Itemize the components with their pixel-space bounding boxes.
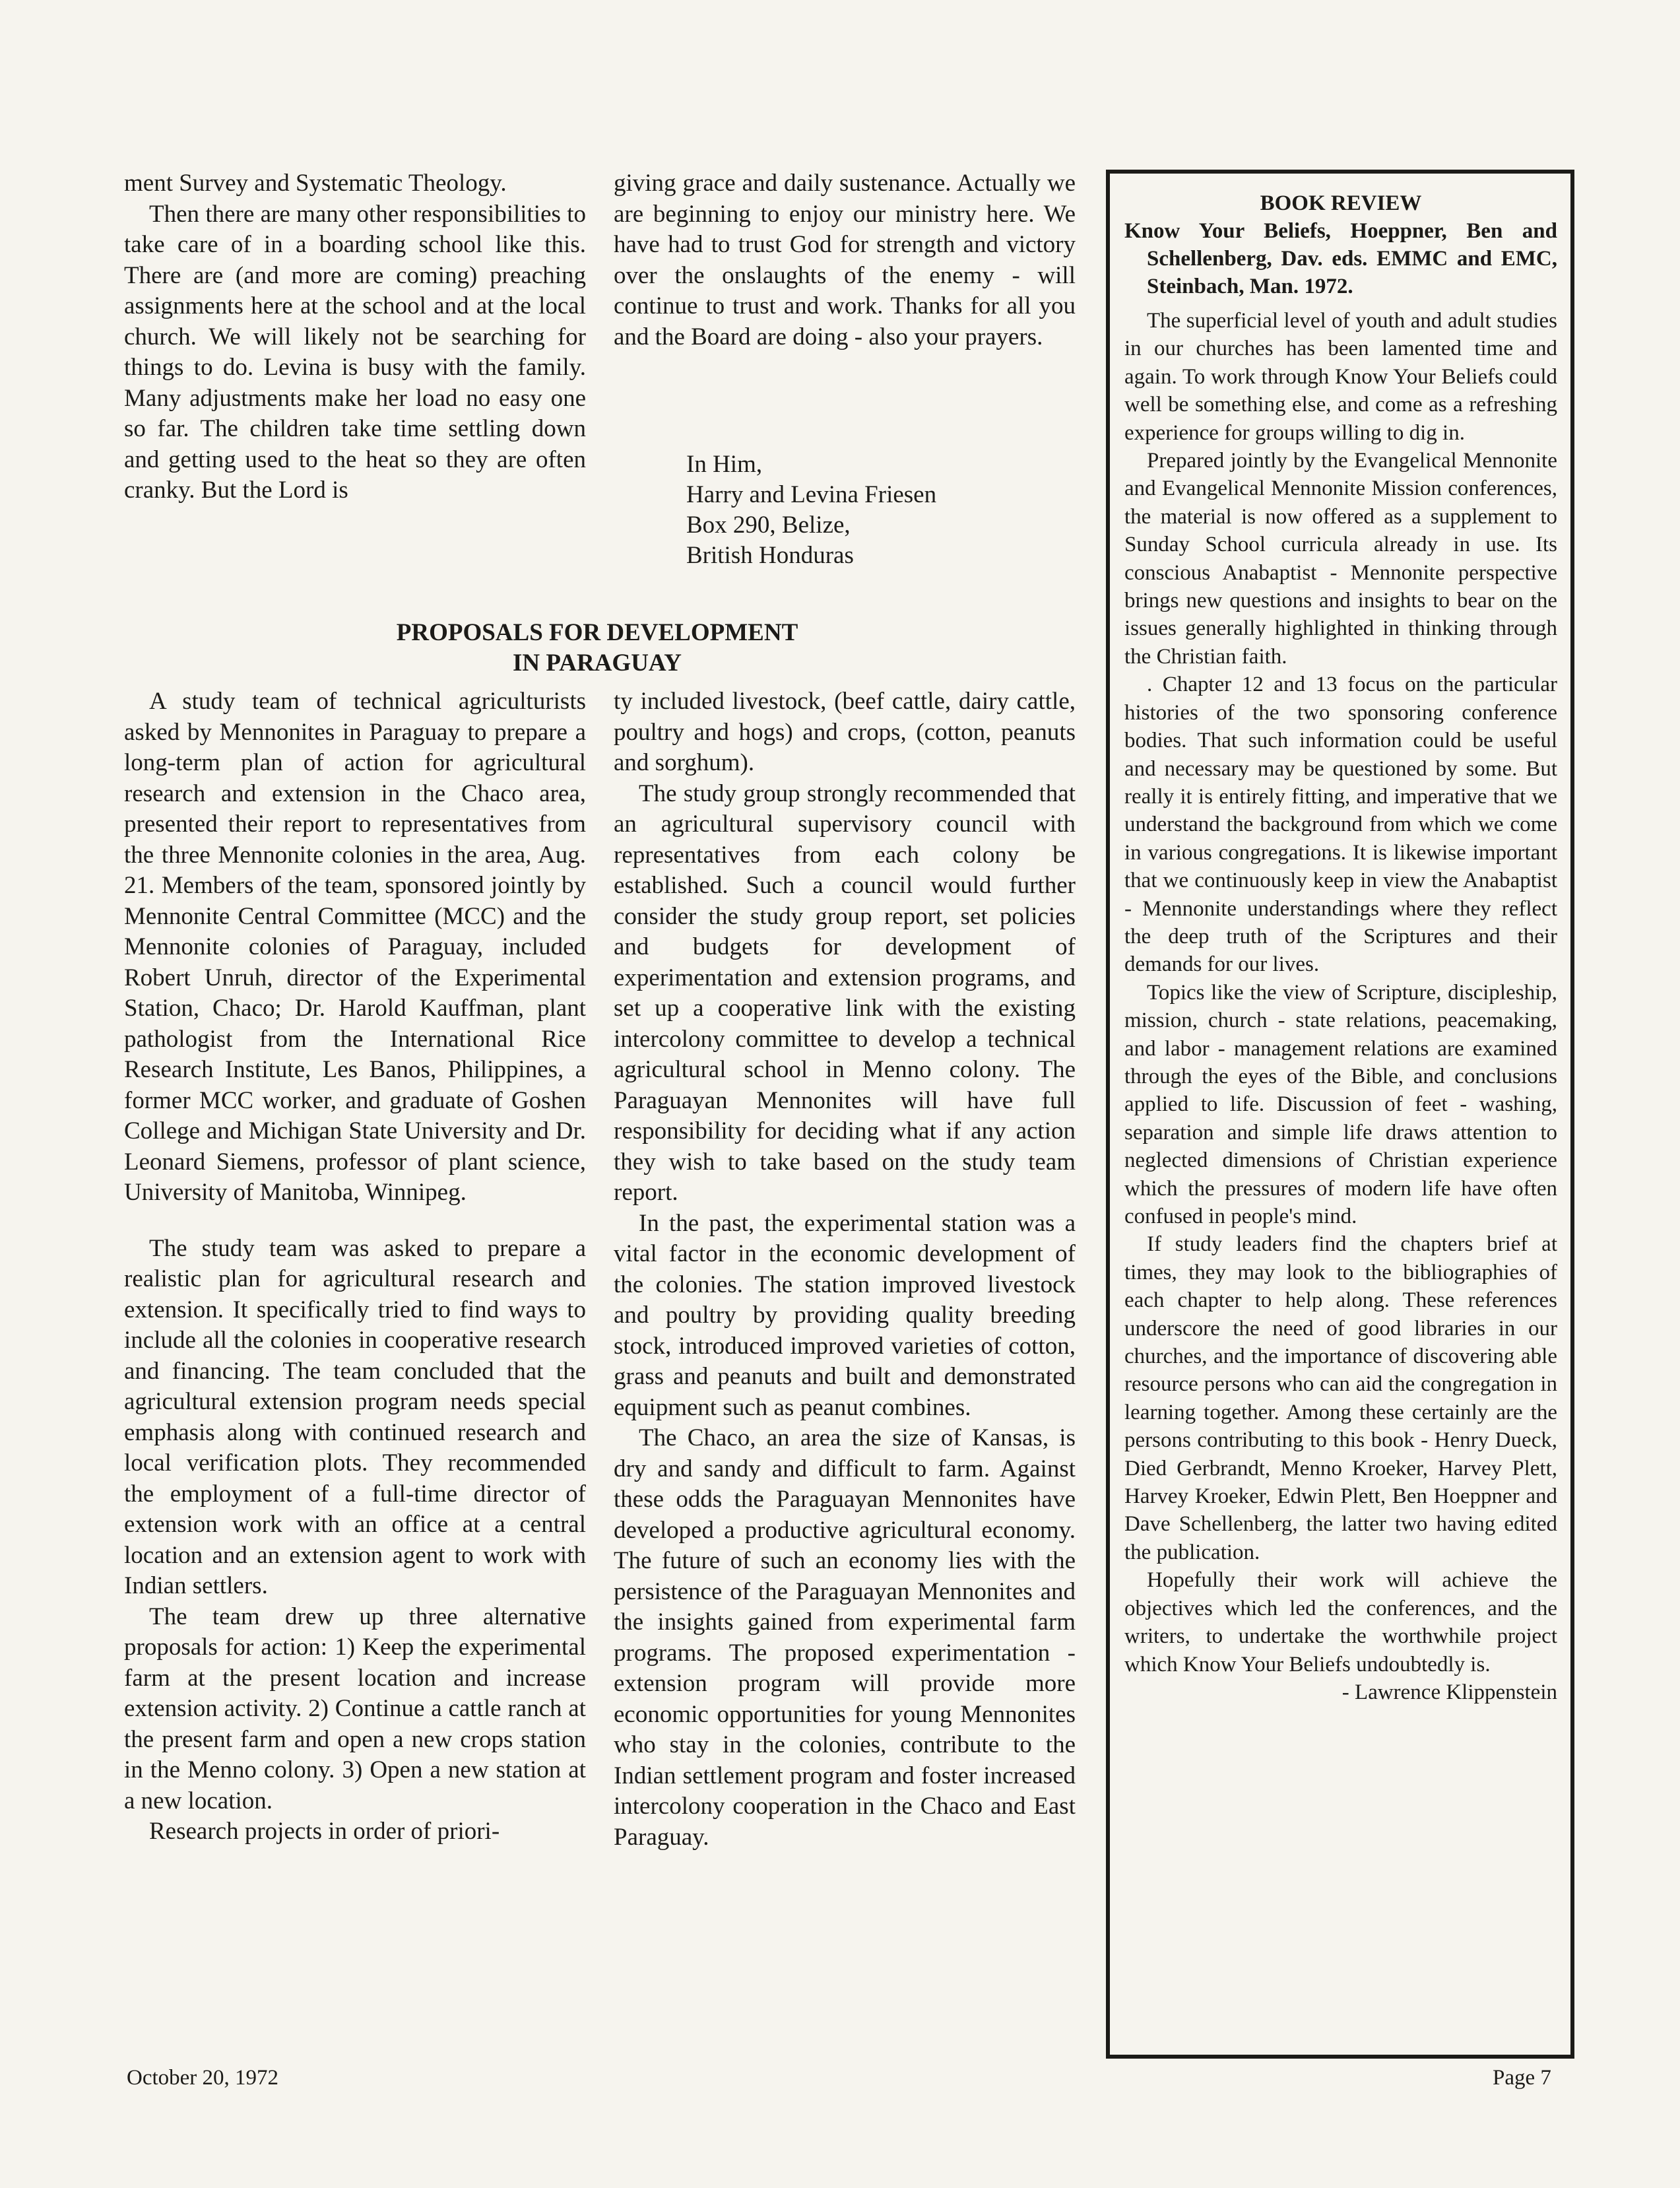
book-review-paragraph: . Chapter 12 and 13 focus on the particular histories of the two sponsoring conference bodies. That such information could be useful and necessary may be questioned by some. But really it is entirely fitting, and imperative that we understand the background from which we come in various congregations. It is likewise important that we continuously keep in view the Anabaptist - Mennonite understandings where they reflect the deep truth of the Scriptures and their demands for our lives. — [1124, 673, 1557, 977]
footer-page-number: Page 7 — [1493, 2066, 1551, 2090]
signature-address: Box 290, Belize, — [686, 512, 851, 539]
headline-line: IN PARAGUAY — [513, 649, 682, 677]
book-review-paragraph: The superficial level of youth and adult studies in our churches has been lamented time and again. To work through Know Your Beliefs could well be something else, and come as a refreshing experience for groups willing to dig in. — [1124, 309, 1557, 445]
article-paragraph: The team drew up three alternative proposals for action: 1) Keep the experimental farm at the present location and increase extension activity. 2) Continue a cattle ranch at the present farm and open a new crops station in the Menno colony. 3) Open a new station at a new location. — [124, 1603, 586, 1814]
signature-address: British Honduras — [686, 542, 854, 569]
signature-names: Harry and Levina Friesen — [686, 481, 937, 508]
letter-paragraph: giving grace and daily sustenance. Actually we are beginning to enjoy our ministry here. We have had to trust God for strength and victory over the onslaughts of the enemy - will continue to trust and work. Thanks for all you and the Board are doing - also your prayers. — [614, 170, 1076, 350]
book-review-author: - Lawrence Klippenstein — [1341, 1680, 1557, 1704]
article-left-column — [124, 686, 586, 1847]
book-review-citation: Know Your Beliefs, Hoeppner, Ben and Schellenberg, Dav. eds. EMMC and EMC, Steinbach, Man. 1972. — [1124, 219, 1557, 298]
signature-closing: In Him, — [686, 451, 763, 478]
article-paragraph: Research projects in order of priori- — [149, 1818, 500, 1845]
article-paragraph: The study group strongly recommended that an agricultural supervisory council with representatives from each colony be established. Such a council would further consider the study group report, set policies and budgets for development of experimentation and extension programs, and set up a cooperative link with the existing intercolony committee to develop a technical agricultural school in Menno colony. The Paraguayan Mennonites will have full responsibility for deciding what if any action they wish to take based on the study team report. — [614, 779, 1076, 1206]
letter-left-column — [124, 168, 586, 506]
headline-line: PROPOSALS FOR DEVELOPMENT — [396, 619, 798, 646]
article-middle-column — [614, 686, 1076, 1853]
article-paragraph: The Chaco, an area the size of Kansas, is dry and sandy and difficult to farm. Against these odds the Paraguayan Mennonites have developed a productive agricultural economy. The future of such an economy lies with the persistence of the Paraguayan Mennonites and the insights gained from experimental farm programs. The proposed experimentation - extension program will provide more economic opportunities for young Mennonites who stay in the colonies, contribute to the Indian settlement program and foster increased intercolony cooperation in the Chaco and East Paraguay. — [614, 1424, 1076, 1851]
book-review-content — [1124, 189, 1557, 1706]
book-review-paragraph: Prepared jointly by the Evangelical Mennonite and Evangelical Mennonite Mission conferences, the material is now offered as a supplement to Sunday School curricula already in use. Its conscious Anabaptist - Mennonite perspective brings new questions and insights to bear on the issues generally highlighted in thinking through the Christian faith. — [1124, 449, 1557, 669]
book-review-paragraph: Hopefully their work will achieve the objectives which led the conferences, and the writers, to undertake the worthwhile project which Know Your Beliefs undoubtedly is. — [1124, 1568, 1557, 1676]
article-paragraph: In the past, the experimental station was a vital factor in the economic development of the colonies. The station improved livestock and poultry by providing quality breeding stock, introduced improved varieties of cotton, grass and peanuts and built and demonstrated equipment such as peanut combines. — [614, 1209, 1076, 1421]
book-review-title: BOOK REVIEW — [1260, 191, 1422, 215]
book-review-box — [1106, 170, 1574, 2059]
article-headline — [290, 618, 904, 679]
letter-paragraph: ment Survey and Systematic Theology. — [124, 170, 507, 197]
letter-paragraph: Then there are many other responsibilities to take care of in a boarding school like this. There are (and more are coming) preaching assignments here at the school and at the local church. We will likely not be searching for things to do. Levina is busy with the family. Many adjustments make her load no easy one so far. The children take time settling down and getting used to the heat so they are often cranky. But the Lord is — [124, 200, 586, 504]
letter-middle-column — [614, 168, 1076, 352]
book-review-paragraph: Topics like the view of Scripture, discipleship, mission, church - state relations, peacemaking, and labor - management relations are examined through the eyes of the Bible, and conclusions applied to life. Discussion of feet - washing, separation and simple life draws attention to neglected dimensions of Christian experience which the pressures of modern life have often confused in people's mind. — [1124, 980, 1557, 1228]
footer-date: October 20, 1972 — [127, 2066, 279, 2090]
article-paragraph: A study team of technical agriculturists asked by Mennonites in Paraguay to prepare a long-term plan of action for agricultural research and extension in the Chaco area, presented their report to representatives from the three Mennonite colonies in the area, Aug. 21. Members of the team, sponsored jointly by Mennonite Central Committee (MCC) and the Mennonite colonies of Paraguay, included Robert Unruh, director of the Experimental Station, Chaco; Dr. Harold Kauffman, plant pathologist from the International Rice Research Institute, Les Banos, Philippines, a former MCC worker, and graduate of Goshen College and Michigan State University and Dr. Leonard Siemens, professor of plant science, University of Manitoba, Winnipeg. — [124, 688, 586, 1206]
article-paragraph: The study team was asked to prepare a realistic plan for agricultural research and extension. It specifically tried to find ways to include all the colonies in cooperative research and financing. The team concluded that the agricultural extension program needs special emphasis along with continued research and local verification plots. They recommended the employment of a full-time director of extension work with an office at a central location and an extension agent to work with Indian settlers. — [124, 1234, 586, 1599]
article-paragraph: ty included livestock, (beef cattle, dairy cattle, poultry and hogs) and crops, (cotton, peanuts and sorghum). — [614, 688, 1076, 776]
letter-signature — [686, 449, 936, 571]
book-review-paragraph: If study leaders find the chapters brief at times, they may look to the bibliographies of each chapter to help along. These references underscore the need of good libraries in our churches, and the importance of discovering able resource persons who can aid the congregation in learning together. Among these certainly are the persons contributing to this book - Henry Dueck, Died Gerbrandt, Menno Kroeker, Harvey Plett, Harvey Kroeker, Edwin Plett, Ben Hoeppner and Dave Schellenberg, the latter two having edited the publication. — [1124, 1232, 1557, 1564]
